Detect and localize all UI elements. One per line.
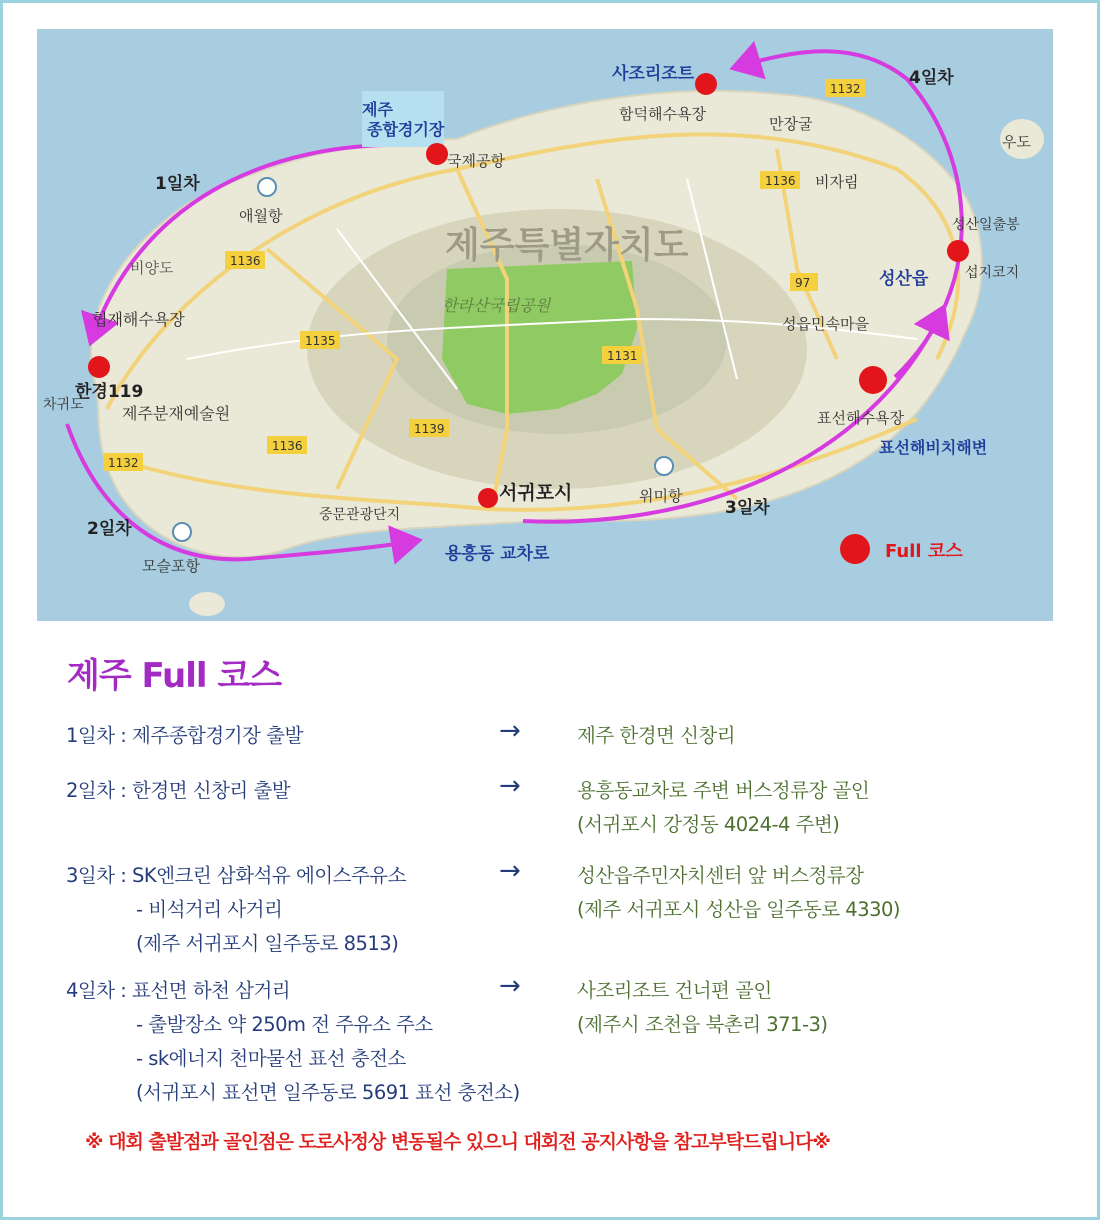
day4-start-detail-2: - sk에너지 천마물선 표선 충전소: [136, 1047, 406, 1070]
label-biyangdo: 비양도: [130, 259, 174, 277]
anchor-icon: [258, 178, 276, 196]
marker-hangyeong: [88, 356, 110, 378]
day4-finish: 사조리조트 건너편 골인: [577, 979, 772, 1002]
course-title: 제주 Full 코스: [67, 656, 282, 696]
label-hangyeong119: 한경119: [75, 382, 144, 402]
label-day4: 4일차: [909, 68, 954, 88]
day2-finish: 용흥동교차로 주변 버스정류장 골인: [577, 779, 870, 802]
label-day2: 2일차: [87, 519, 132, 539]
road-badge: 1132: [108, 456, 139, 470]
marker-sajo-resort: [695, 73, 717, 95]
label-bijarim: 비자림: [815, 173, 859, 191]
anchor-icon: [173, 523, 191, 541]
road-badge: 97: [795, 276, 811, 290]
day4-start: 4일차 : 표선면 하천 삼거리: [66, 979, 291, 1002]
road-badge: 1136: [230, 254, 261, 268]
label-seopjikoji: 섭지코지: [965, 265, 1020, 281]
label-chagwido: 차귀도: [43, 397, 84, 413]
notice-text: ※ 대회 출발점과 골인점은 도로사정상 변동될수 있으니 대회전 공지사항을 참고부탁드립니다※: [85, 1131, 830, 1153]
day3-finish-address: (제주 서귀포시 성산읍 일주동로 4330): [577, 898, 901, 921]
road-badge: 1135: [305, 334, 336, 348]
day3-finish: 성산읍주민자치센터 앞 버스정류장: [577, 864, 864, 887]
label-pyoseon-beach2: 표선해비치해변: [879, 438, 988, 457]
day4-finish-address: (제주시 조천읍 북촌리 371-3): [577, 1013, 828, 1036]
label-seongsan-eup: 성산읍: [879, 269, 929, 289]
day1-finish: 제주 한경면 신창리: [577, 724, 736, 747]
day3-start-address: (제주 서귀포시 일주동로 8513): [136, 932, 399, 955]
day3-arrow: →: [499, 856, 521, 886]
day3-start: 3일차 : SK엔크린 삼화석유 에이스주유소: [66, 864, 406, 887]
label-wimi: 위미항: [639, 487, 683, 505]
label-day3: 3일차: [725, 498, 770, 518]
marker-pyoseon: [859, 366, 887, 394]
anchor-icon: [655, 457, 673, 475]
label-hamdeok: 함덕해수욕장: [619, 105, 706, 123]
legend-marker: [840, 534, 870, 564]
marker-seongsan: [947, 240, 969, 262]
day4-arrow: →: [499, 971, 521, 1001]
label-manjanggul: 만장굴: [769, 115, 813, 133]
marado-island: [189, 592, 225, 616]
day4-start-detail-1: - 출발장소 약 250m 전 주유소 주소: [136, 1013, 433, 1036]
road-badge: 1132: [830, 82, 861, 96]
label-ilchulbong: 성산일출봉: [952, 217, 1020, 233]
day4-start-address: (서귀포시 표선면 일주동로 5691 표선 충전소): [136, 1081, 520, 1104]
day1-start: 1일차 : 제주종합경기장 출발: [66, 724, 303, 747]
road-badge: 1136: [765, 174, 796, 188]
road-badge: 1131: [607, 349, 638, 363]
day3-start-detail: - 비석거리 사거리: [136, 898, 283, 921]
label-hyeopjae: 협재해수욕장: [92, 310, 185, 329]
region-title: 제주특별자치도: [445, 225, 689, 266]
day2-finish-address: (서귀포시 강정동 4024-4 주변): [577, 813, 840, 836]
label-jungmun: 중문관광단지: [319, 507, 401, 523]
label-airport: 국제공항: [447, 152, 505, 170]
label-stadium-2: 종합경기장: [367, 120, 445, 139]
day1-arrow: →: [499, 716, 521, 746]
marker-seogwipo: [478, 488, 498, 508]
label-udo: 우도: [1002, 133, 1031, 151]
label-day1: 1일차: [155, 174, 200, 194]
marker-stadium: [426, 143, 448, 165]
label-yongheung: 용흥동 교차로: [445, 544, 550, 564]
jeju-course-map: [37, 29, 1053, 621]
label-stadium-1: 제주: [362, 100, 393, 119]
park-label: 한라산국립공원: [442, 296, 551, 315]
legend-label: Full 코스: [885, 541, 963, 562]
day2-start: 2일차 : 한경면 신창리 출발: [66, 779, 291, 802]
road-badge: 1136: [272, 439, 303, 453]
label-aewol: 애월항: [239, 207, 283, 225]
label-moseulpo: 모슬포항: [142, 557, 200, 575]
label-pyoseon-beach: 표선해수욕장: [817, 409, 904, 427]
day2-arrow: →: [499, 771, 521, 801]
label-jeju-art: 제주분재예술원: [122, 404, 231, 423]
label-sajo-resort: 사조리조트: [612, 64, 695, 84]
label-seongeup: 성읍민속마을: [782, 315, 869, 333]
label-seogwipo: 서귀포시: [499, 482, 573, 504]
road-badge: 1139: [414, 422, 445, 436]
